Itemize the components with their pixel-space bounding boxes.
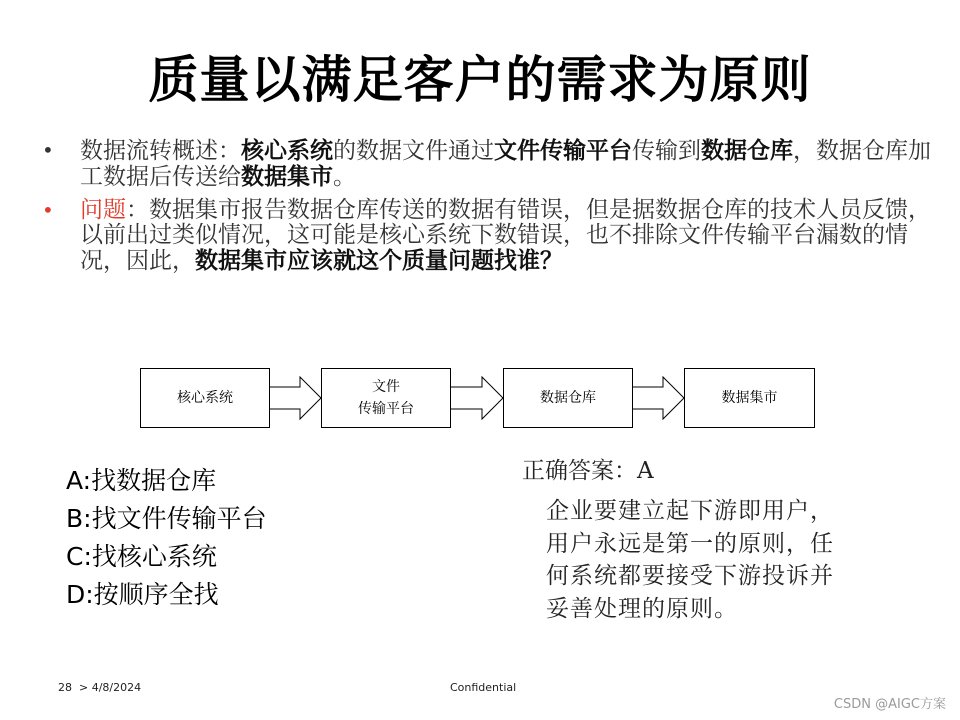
core-system-text: 核心系统 [241,137,333,164]
question-highlight: 数据集市应该就这个质量问题找谁？ [195,247,563,274]
correct-answer-title: 正确答案：A [522,458,654,484]
flow-box-file-transfer-line1: 文件 [372,379,400,395]
footer-page-number: 28 [58,681,72,694]
option-b: B:找文件传输平台 [66,504,267,533]
flow-box-data-mart: 数据集市 [684,368,815,428]
flow-box-file-transfer [321,368,451,428]
flow-arrow-icon [450,377,503,419]
option-c: C:找核心系统 [66,542,217,571]
overview-text-2: 传输到 [632,138,701,164]
data-warehouse-text: 数据仓库 [701,137,793,164]
answer-options [66,462,267,614]
option-a: A:找数据仓库 [66,466,217,495]
data-mart-text: 数据集市 [241,163,333,190]
watermark: CSDN @AIGC方案 [833,697,946,712]
correct-answer-explanation: 企业要建立起下游即用户，用户永远是第一的原则，任何系统都要接受下游投诉并妥善处理的原则。 [546,498,834,622]
flow-box-file-transfer-line2: 传输平台 [358,401,414,417]
data-flow-diagram [140,368,815,430]
bullet-dot-icon: • [42,198,54,222]
option-d: D:按顺序全找 [66,580,219,609]
footer-date: > 4/8/2024 [79,681,142,694]
bullet-dot-icon: • [42,138,54,162]
overview-text-1: 的数据文件通过 [333,138,494,164]
slide-title: 质量以满足客户的需求为原则 [148,50,812,109]
bullet-item-overview [40,138,940,190]
overview-text-4: 。 [333,164,356,190]
overview-text-3: ，数据仓库加工数据后传送给 [80,138,931,190]
bullet-item-question [40,198,940,274]
bullet-list [40,138,940,282]
question-text: ：数据集市报告数据仓库传送的数据有错误，但是据数据仓库的技术人员反馈，以前出过类似情况，这可能是核心系统下数错误，也不排除文件传输平台漏数的情况，因此， [80,197,931,274]
footer-confidential: Confidential [450,681,517,694]
flow-arrow-icon [632,377,684,419]
overview-label: 数据流转概述： [80,138,241,164]
file-transfer-text: 文件传输平台 [494,137,632,164]
question-label: 问题 [80,197,126,223]
flow-box-data-warehouse: 数据仓库 [503,368,633,428]
correct-answer [522,455,654,487]
flow-arrow-icon [269,377,321,419]
flow-box-core-system: 核心系统 [140,368,270,428]
